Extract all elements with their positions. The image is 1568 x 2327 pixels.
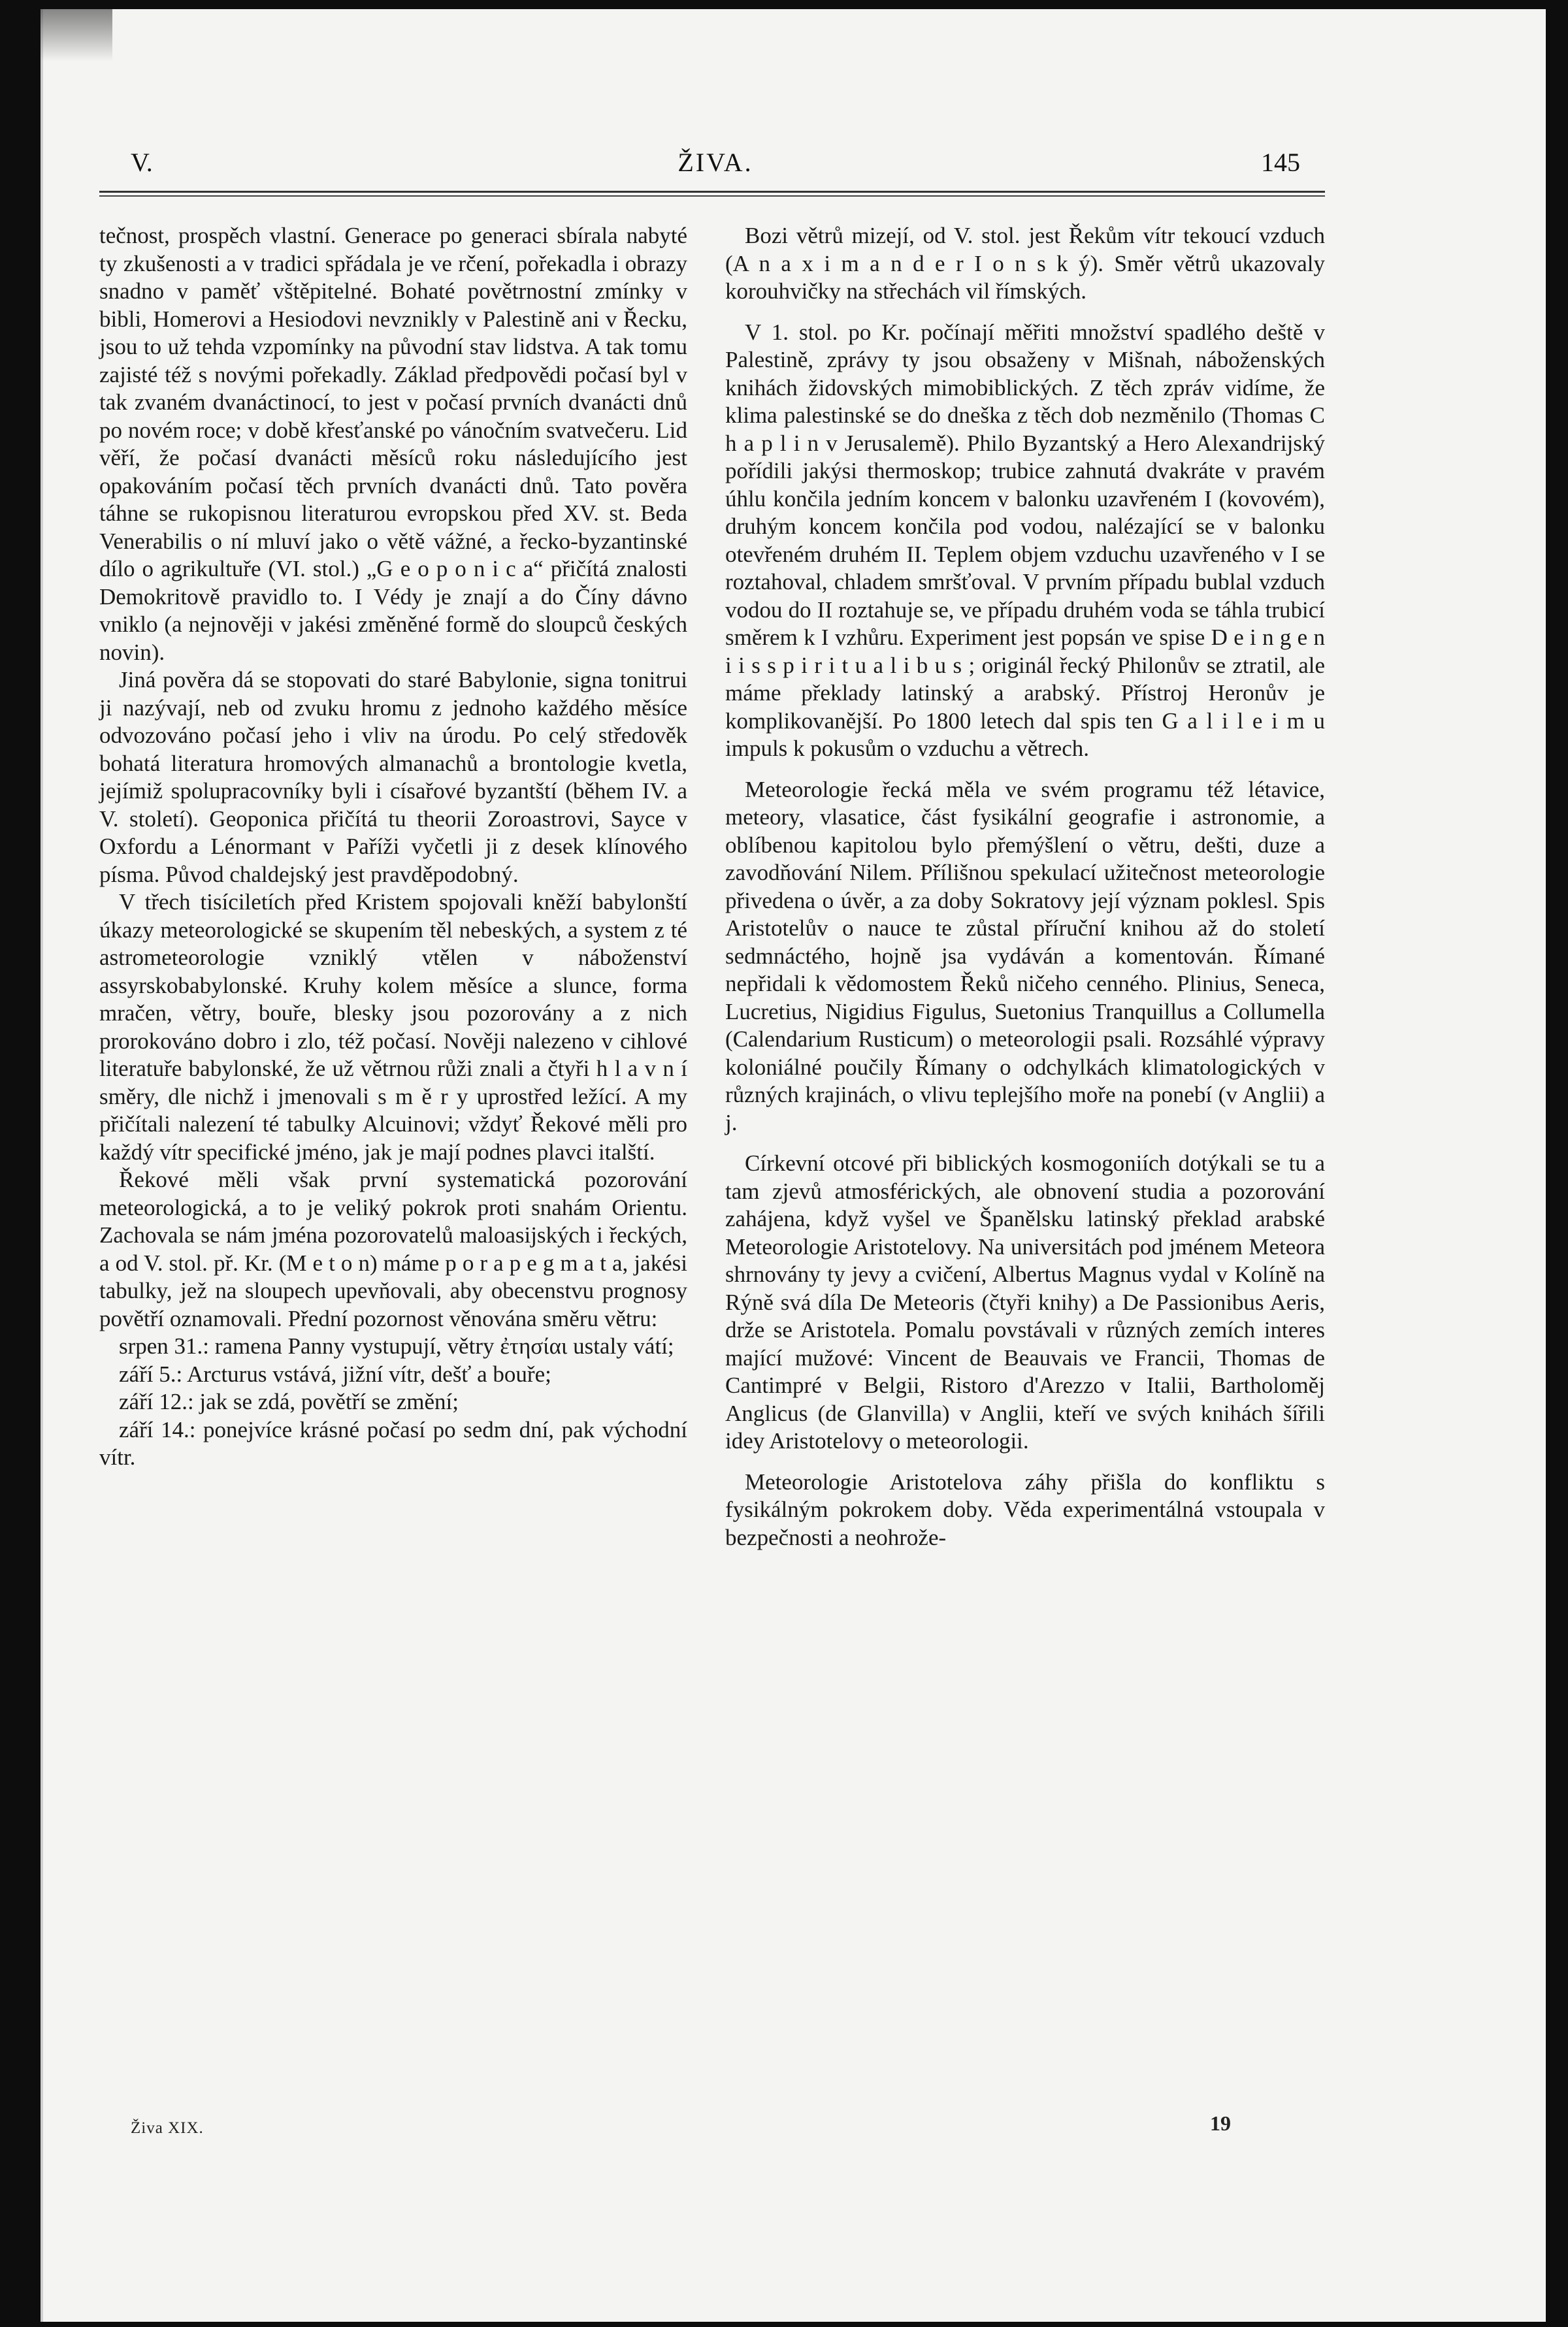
list-item: září 5.: Arcturus vstává, jižní vítr, dešť a bouře; [119, 1361, 551, 1387]
journal-title: ŽIVA. [678, 148, 753, 177]
sheet-number: 19 [1210, 2111, 1231, 2135]
list-item: srpen 31.: ramena Panny vystupují, větry ἐτησίαι ustaly vátí; [119, 1333, 674, 1359]
paragraph: Bozi větrů mizejí, od V. stol. jest Řekům vítr tekoucí vzduch (A n a x i m a n d e r I o n s k ý). Směr větrů ukazovaly korouhvičky na střechách vil římských. [725, 223, 1325, 304]
paragraph: V 1. stol. po Kr. počínají měřiti množství spadlého deště v Palestině, zprávy ty jsou obsaženy v Mišnah, náboženských knihách židovských mimobiblických. Z těch zpráv vidíme, že klima palestinské se do dneška z těch dob nezměnilo (Thomas C h a p l i n v Jerusalemě). Philo Byzantský a Hero Alexandrijský pořídili jakýsi thermoskop; trubice zahnutá dvakráte v pravém úhlu končila jedním koncem v balonku uzavřeném I (kovovém), druhým koncem končila pod vodou, nalézající se v balonku otevřeném druhém II. Teplem objem vzduchu uzavřeného v I se roztahoval, chladem smršťoval. V prvním případu bublal vzduch vodou do II roztahuje se, ve případu druhém voda se táhla trubicí směrem k I vzhůru. Experiment jest popsán ve spise D e i n g e n i i s s p i r i t u a l i b u s ; originál řecký Philonův se ztratil, ale máme překlady latinský a arabský. Přístroj Heronův je komplikovanější. Po 1800 letech dal spis ten G a l i l e i m u impuls k pokusům o vzduchu a větrech. [725, 319, 1325, 761]
paragraph: tečnost, prospěch vlastní. Generace po generaci sbírala nabyté ty zkušenosti a v tradici spřádala je ve rčení, pořekadla i obrazy snadno v paměť vštěpitelné. Bohaté povětrnostní zmínky v bibli, Homerovi a Hesiodovi nevznikly v Palestině ani v Řecku, jsou to už tehda vzpomínky na původní stav lidstva. A tak tomu zajisté též s novými pořekadly. Základ předpovědi počasí byl v tak zvaném dvanáctinocí, to jest v počasí prvních dvanácti dnů po novém roce; v době křesťanské po vánočním svatvečeru. Lid věří, že počasí dvanácti měsíců roku následujícího jest opakováním počasí těch prvních dvanácti dnů. Tato pověra táhne se rukopisnou literaturou evropskou před XV. st. Beda Venerabilis o ní mluví jako o větě vážné, a řecko-byzantinské dílo o agrikultuře (VI. stol.) „G e o p o n i c a“ přičítá znalosti Demokritově pravidlo to. I Védy je znají a do Číny dávno vniklo (a nejnověji v jakési změněné formě do sloupců českých novin). [99, 223, 687, 665]
page-number: 145 [1261, 148, 1300, 177]
signature-mark: Živa XIX. [131, 2119, 204, 2137]
list-item: září 14.: ponejvíce krásné počasí po sedm dní, pak východní vítr. [99, 1416, 687, 1470]
paragraph: V třech tisíciletích před Kristem spojovali kněží babylonští úkazy meteorologické se skupením těl nebeských, a system z té astrometeorologie vzniklý vtělen v náboženství assyrskobabylonské. Kruhy kolem měsíce a slunce, forma mračen, větry, bouře, blesky jsou pozorovány a z nich prorokováno dobro i zlo, též počasí. Nověji nalezeno v cihlové literatuře babylonské, že už větrnou růži znali a čtyři h l a v n í směry, dle nichž i jmenovali s m ě r y uprostřed ležící. A my přičítali nalezení té tabulky Alcuinovi; vždyť Řekové měli pro každý vítr specifické jméno, jak je mají podnes plavci italští. [99, 889, 687, 1165]
paragraph: Meteorologie Aristotelova záhy přišla do konfliktu s fysikálným pokrokem doby. Věda experimentálná vstoupala v bezpečnosti a neohrože- [725, 1469, 1325, 1550]
paragraph: Církevní otcové při biblických kosmogoniích dotýkali se tu a tam zjevů atmosférických, ale obnovení studia a pozorování zahájena, když vyšel ve Španělsku latinský překlad arabské Meteorologie Aristotelovy. Na universitách pod jménem Meteora shrnovány ty jevy a cvičení, Albertus Magnus vydal v Kolíně na Rýně svá díla De Meteoris (čtyři knihy) a De Passionibus Aeris, drže se Aristotela. Pomalu povstávali v různých zemích interes mající mužové: Vincent de Beauvais ve Francii, Thomas de Cantimpré v Belgii, Ristoro d'Arezzo v Italii, Bartholoměj Anglicus (de Glanvilla) v Anglii, kteří ve svých knihách šířili idey Aristotelovy o meteorologii. [725, 1150, 1325, 1454]
running-header [131, 147, 1300, 186]
left-column [99, 222, 687, 1472]
right-column [725, 222, 1325, 1552]
list-item: září 12.: jak se zdá, povětří se změní; [119, 1389, 459, 1414]
paragraph: Jiná pověra dá se stopovati do staré Babylonie, signa tonitrui ji nazývají, neb od zvuku hromu z jednoho každého měsíce odvozováno počasí jeho i vliv na úrodu. Po celý středověk bohatá literatura hromových almanachů a brontologie kvetla, jejímiž spolupracovníky byli i císařové byzantští (během IV. a V. století). Geoponica přičítá tu theorii Zoroastrovi, Sayce v Oxfordu a Lénormant v Paříži vyčetli ji z desek klínového písma. Původ chaldejský jest pravděpodobný. [99, 667, 687, 887]
scan-edge-mark [41, 9, 112, 61]
header-rule [99, 191, 1325, 197]
volume-label: V. [131, 148, 153, 177]
paragraph: Řekové měli však první systematická pozorování meteorologická, a to je veliký pokrok proti snahám Orientu. Zachovala se nám jména pozorovatelů maloasijských i řeckých, a od V. stol. př. Kr. (M e t o n) máme p o r a p e g m a t a, jakési tabulky, jež na sloupech upevňovali, aby obecenstvu prognosy povětří oznamovali. Přední pozornost věnována směru větru: [99, 1167, 687, 1331]
paragraph: Meteorologie řecká měla ve svém programu též létavice, meteory, vlasatice, část fysikální geografie i astronomie, a oblíbenou kapitolou bylo přemýšlení o větru, dešti, duze a zavodňování Nilem. Přílišnou spekulací užitečnost meteorologie přivedena o úvěr, a za doby Sokratovy její význam poklesl. Spis Aristotelův o nauce te zůstal příruční knihou až do století sedmnáctého, hojně jsa vydáván a komentován. Římané nepřidali k vědomostem Řeků ničeho cenného. Plinius, Seneca, Lucretius, Nigidius Figulus, Suetonius Tranquillus a Collumella (Calendarium Rusticum) o meteorologii psali. Rozsáhlé výpravy koloniálné poučily Římany o odchylkách klimatologických v různých krajinách, o vlivu teplejšího moře na ponebí (v Anglii) a j. [725, 776, 1325, 1135]
